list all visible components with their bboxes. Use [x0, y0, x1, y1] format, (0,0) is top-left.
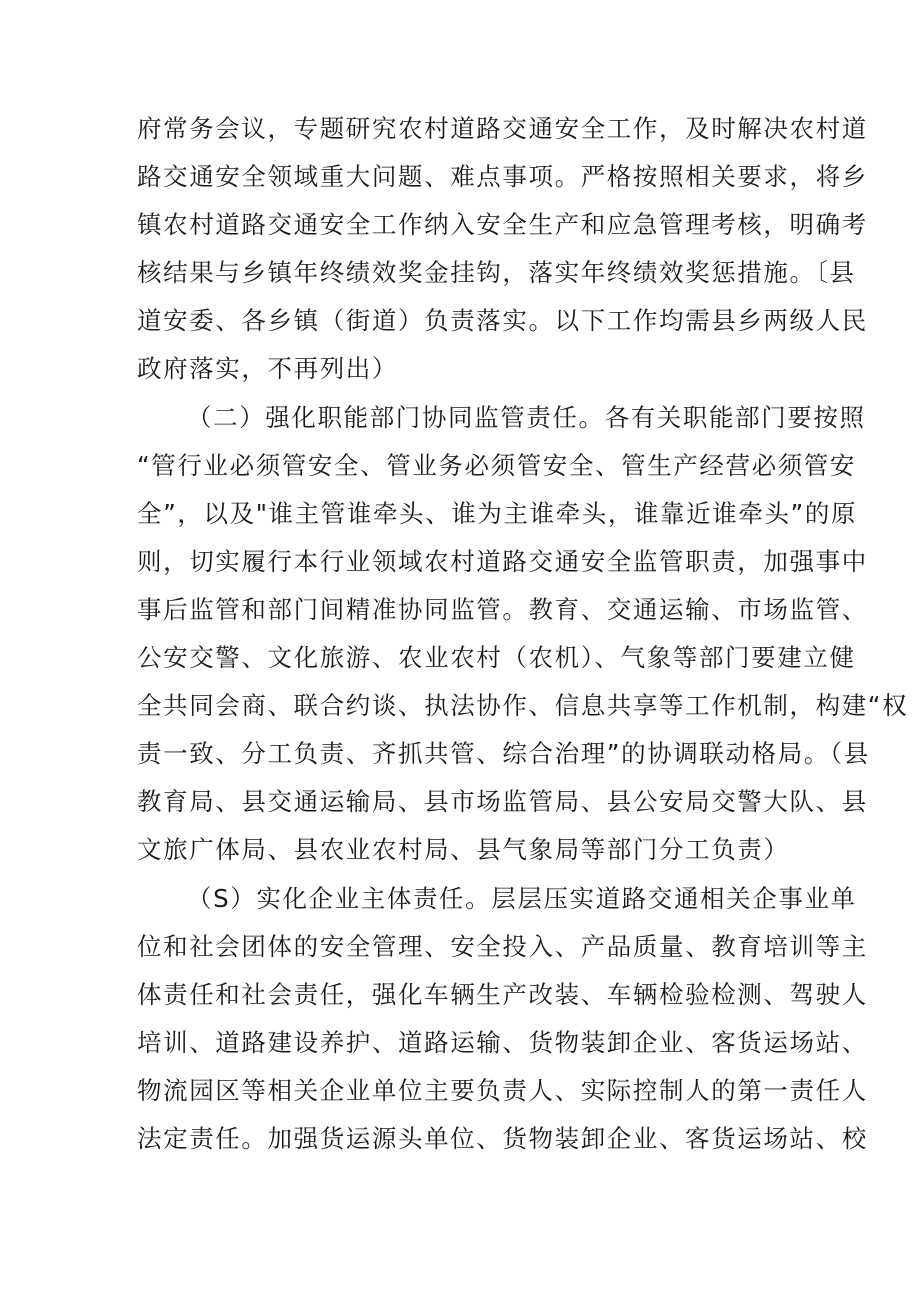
- body-text-line: 政府落实，不再列出）: [137, 354, 398, 383]
- body-text-line: 全共同会商、联合约谈、执法协作、信息共享等工作机制，构建“权: [137, 691, 909, 720]
- body-text-line: 核结果与乡镇年终绩效奖金挂钩，落实年终绩效奖惩措施。〔县: [137, 258, 856, 287]
- body-text-line: 则，切实履行本行业领域农村道路交通安全监管职责，加强事中: [137, 547, 868, 576]
- body-text-line: 路交通安全领域重大问题、难点事项。严格按照相关要求，将乡: [137, 162, 868, 191]
- body-text-line: 全”，以及"谁主管谁牵头、谁为主谁牵头，谁靠近谁牵头”的原: [137, 499, 858, 528]
- section-heading-line: （二）强化职能部门协同监管责任。各有关职能部门要按照: [187, 403, 866, 432]
- body-text-line: 法定责任。加强货运源头单位、货物装卸企业、客货运场站、校: [137, 1124, 868, 1153]
- body-text-line: “管行业必须管安全、管业务必须管安全、管生产经营必须管安: [137, 451, 856, 480]
- body-text-line: 公安交警、文化旅游、农业农村（农机）、气象等部门要建立健: [137, 643, 856, 672]
- body-text-line: 培训、道路建设养护、道路运输、货物装卸企业、客货运场站、: [137, 1028, 868, 1057]
- body-text-line: 道安委、各乡镇（街道）负责落实。以下工作均需县乡两级人民: [137, 306, 868, 335]
- body-text-line: 文旅广体局、县农业农村局、县气象局等部门分工负责）: [137, 835, 790, 864]
- body-text-line: 物流园区等相关企业单位主要负责人、实际控制人的第一责任人: [137, 1076, 868, 1105]
- body-text-line: 事后监管和部门间精准协同监管。教育、交通运输、市场监管、: [137, 595, 868, 624]
- section-heading-line: （S）实化企业主体责任。层层压实道路交通相关企事业单: [187, 884, 857, 913]
- body-text-line: 镇农村道路交通安全工作纳入安全生产和应急管理考核，明确考: [137, 210, 868, 239]
- body-text-line: 教育局、县交通运输局、县市场监管局、县公安局交警大队、县: [137, 787, 868, 816]
- body-text-line: 责一致、分工负责、齐抓共管、综合治理”的协调联动格局。（县: [137, 739, 870, 768]
- body-text-line: 府常务会议，专题研究农村道路交通安全工作，及时解决农村道: [137, 114, 868, 143]
- body-text-line: 位和社会团体的安全管理、安全投入、产品质量、教育培训等主: [137, 932, 868, 961]
- body-text-line: 体责任和社会责任，强化车辆生产改装、车辆检验检测、驾驶人: [137, 980, 868, 1009]
